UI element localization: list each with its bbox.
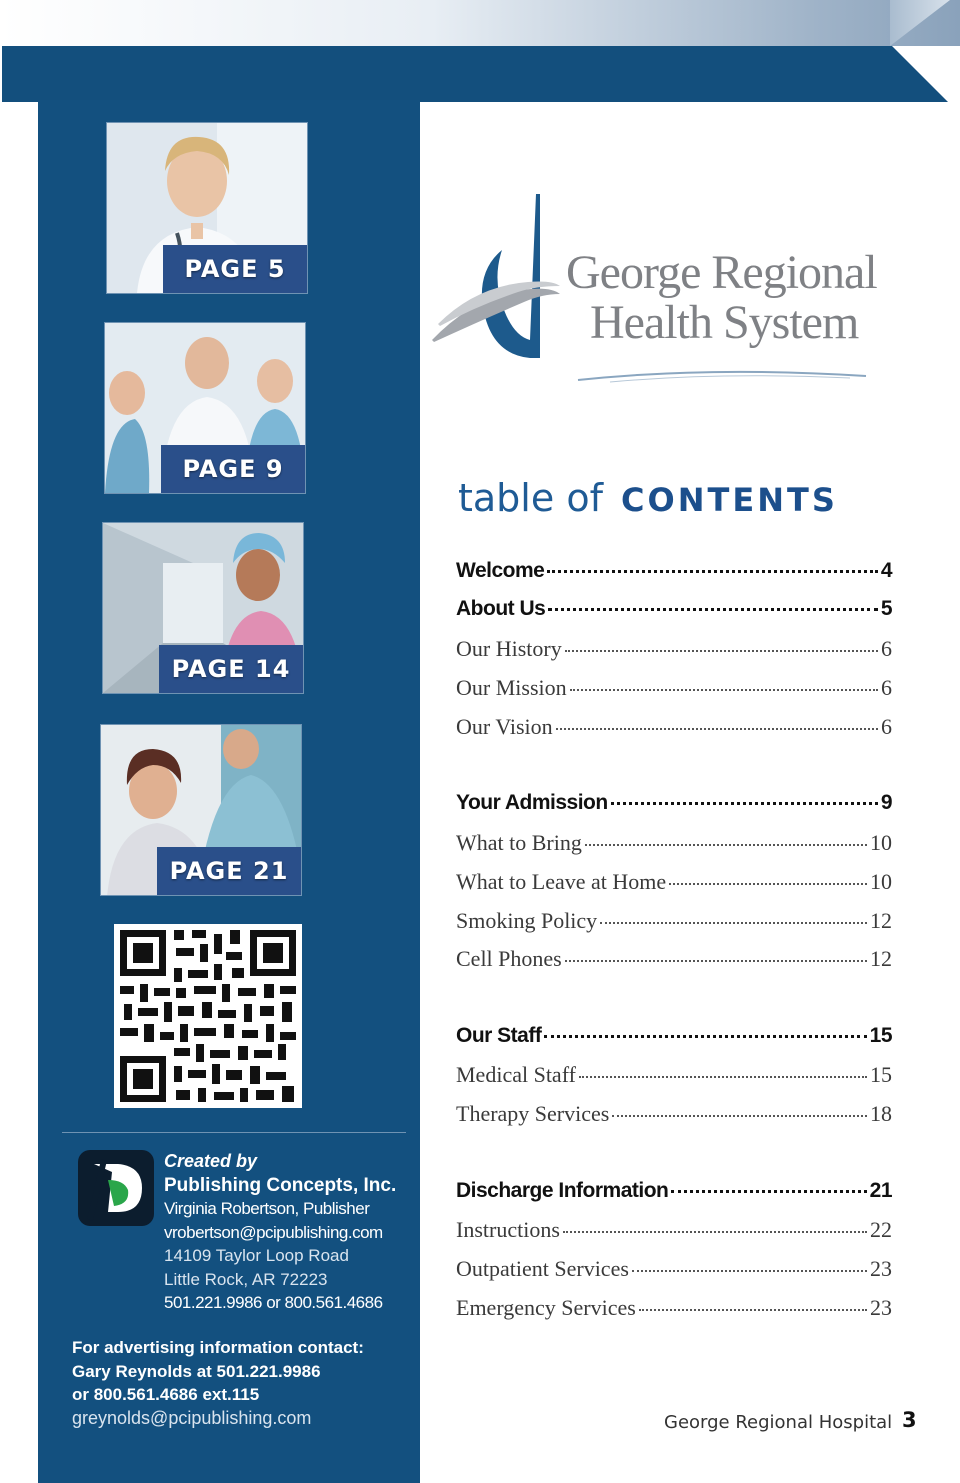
toc-label: Medical Staff	[456, 1062, 576, 1087]
toc-page: 15	[869, 1024, 892, 1047]
toc-entry[interactable]	[456, 1024, 892, 1048]
thumb-label: PAGE 14	[159, 645, 303, 693]
toc-page: 6	[881, 675, 892, 700]
publishing-concepts-logo	[78, 1150, 154, 1226]
header-ribbon	[2, 46, 948, 102]
advertising-line-3: or 800.561.4686 ext.115	[72, 1385, 260, 1404]
advertising-email[interactable]: greynolds@pcipublishing.com	[72, 1407, 312, 1428]
created-by-label: Created by	[164, 1151, 258, 1171]
toc-label: Your Admission	[456, 791, 608, 814]
toc-entry[interactable]	[456, 908, 892, 934]
toc-heading	[458, 476, 838, 520]
toc-leader	[565, 960, 867, 962]
publisher-name: Virginia Robertson, Publisher	[164, 1199, 370, 1218]
toc-entry[interactable]	[456, 636, 892, 662]
publisher-address-1: 14109 Taylor Loop Road	[164, 1246, 349, 1265]
toc-page: 6	[881, 636, 892, 661]
toc-leader	[544, 1035, 866, 1038]
publisher-address-2: Little Rock, AR 72223	[164, 1269, 328, 1289]
toc-label: Discharge Information	[456, 1179, 669, 1202]
toc-label: About Us	[456, 597, 546, 620]
toc-entry[interactable]	[456, 1256, 892, 1282]
toc-entry[interactable]	[456, 869, 892, 895]
toc-page: 23	[870, 1256, 892, 1281]
toc-page: 10	[870, 830, 892, 855]
toc-leader	[565, 650, 878, 652]
toc-page: 10	[870, 869, 892, 894]
toc-entry[interactable]	[456, 791, 892, 815]
publisher-email[interactable]: vrobertson@pcipublishing.com	[164, 1222, 383, 1242]
toc-label: Our History	[456, 636, 562, 661]
thumb-page-14[interactable]	[102, 522, 304, 694]
logo-line-1: George Regional	[566, 246, 877, 299]
toc-entry[interactable]	[456, 1217, 892, 1243]
toc-page: 12	[870, 908, 892, 933]
toc-label: Our Staff	[456, 1024, 542, 1047]
toc-label: Smoking Policy	[456, 908, 598, 933]
toc-entry[interactable]	[456, 1179, 892, 1203]
toc-leader	[547, 570, 877, 573]
toc-leader	[611, 802, 878, 805]
toc-leader	[632, 1270, 867, 1272]
toc-entry[interactable]	[456, 559, 892, 583]
thumb-page-21[interactable]	[100, 724, 302, 896]
logo-swoosh	[570, 360, 870, 390]
publisher-company: Publishing Concepts, Inc.	[164, 1174, 397, 1196]
toc-label: Emergency Services	[456, 1295, 636, 1320]
toc-leader	[600, 922, 867, 924]
toc-label: Our Vision	[456, 714, 553, 739]
publisher-credits	[164, 1150, 396, 1315]
toc-label: Our Mission	[456, 675, 567, 700]
toc-leader	[669, 883, 867, 885]
toc-page: 23	[870, 1295, 892, 1320]
toc-entry[interactable]	[456, 675, 892, 701]
toc-leader	[612, 1115, 867, 1117]
toc-label: Therapy Services	[456, 1101, 610, 1126]
thumb-page-5[interactable]	[106, 122, 308, 294]
advertising-contact	[72, 1336, 364, 1430]
toc-leader	[570, 689, 878, 691]
toc-label: Outpatient Services	[456, 1256, 629, 1281]
thumb-page-9[interactable]	[104, 322, 306, 494]
toc-page: 18	[870, 1101, 892, 1126]
toc-page: 6	[881, 714, 892, 739]
toc-entry[interactable]	[456, 714, 892, 740]
toc-page: 12	[870, 946, 892, 971]
sidebar-divider	[62, 1132, 406, 1133]
toc-leader	[556, 728, 878, 730]
toc-page: 22	[870, 1217, 892, 1242]
toc-heading-part-2: CONTENTS	[621, 481, 838, 519]
toc-leader	[548, 608, 877, 611]
thumb-label: PAGE 21	[157, 847, 301, 895]
footer-page-number: 3	[902, 1408, 917, 1432]
logo-line-2: Health System	[590, 296, 859, 349]
header-gradient	[0, 0, 960, 46]
toc-page: 15	[870, 1062, 892, 1087]
toc-entry[interactable]	[456, 1101, 892, 1127]
qr-code[interactable]	[114, 924, 302, 1108]
toc-leader	[639, 1309, 867, 1311]
toc-entry[interactable]	[456, 830, 892, 856]
toc-page: 21	[869, 1179, 892, 1202]
toc-entry[interactable]	[456, 1062, 892, 1088]
toc-page: 9	[880, 791, 892, 814]
toc-label: What to Leave at Home	[456, 869, 667, 894]
footer-publication-title: George Regional Hospital	[664, 1412, 893, 1433]
thumb-label: PAGE 9	[161, 445, 305, 493]
toc-entry[interactable]	[456, 1295, 892, 1321]
toc-label: Cell Phones	[456, 946, 562, 971]
toc-leader	[585, 844, 867, 846]
toc-page: 5	[880, 597, 892, 620]
toc-label: What to Bring	[456, 830, 582, 855]
thumb-label: PAGE 5	[163, 245, 307, 293]
hospital-name-logo	[566, 248, 877, 348]
toc-page: 4	[880, 559, 892, 582]
toc-entry[interactable]	[456, 597, 892, 621]
publisher-phone: 501.221.9986 or 800.561.4686	[164, 1293, 383, 1312]
toc-entry[interactable]	[456, 946, 892, 972]
george-regional-logo-icon	[432, 190, 562, 362]
advertising-line-2: Gary Reynolds at 501.221.9986	[72, 1361, 321, 1381]
toc-label: Instructions	[456, 1217, 560, 1242]
toc-label: Welcome	[456, 559, 545, 582]
advertising-line-1: For advertising information contact:	[72, 1338, 364, 1357]
toc-leader	[671, 1190, 866, 1193]
toc-leader	[563, 1231, 867, 1233]
toc-heading-part-1: table of	[458, 476, 603, 520]
toc-leader	[579, 1076, 867, 1078]
